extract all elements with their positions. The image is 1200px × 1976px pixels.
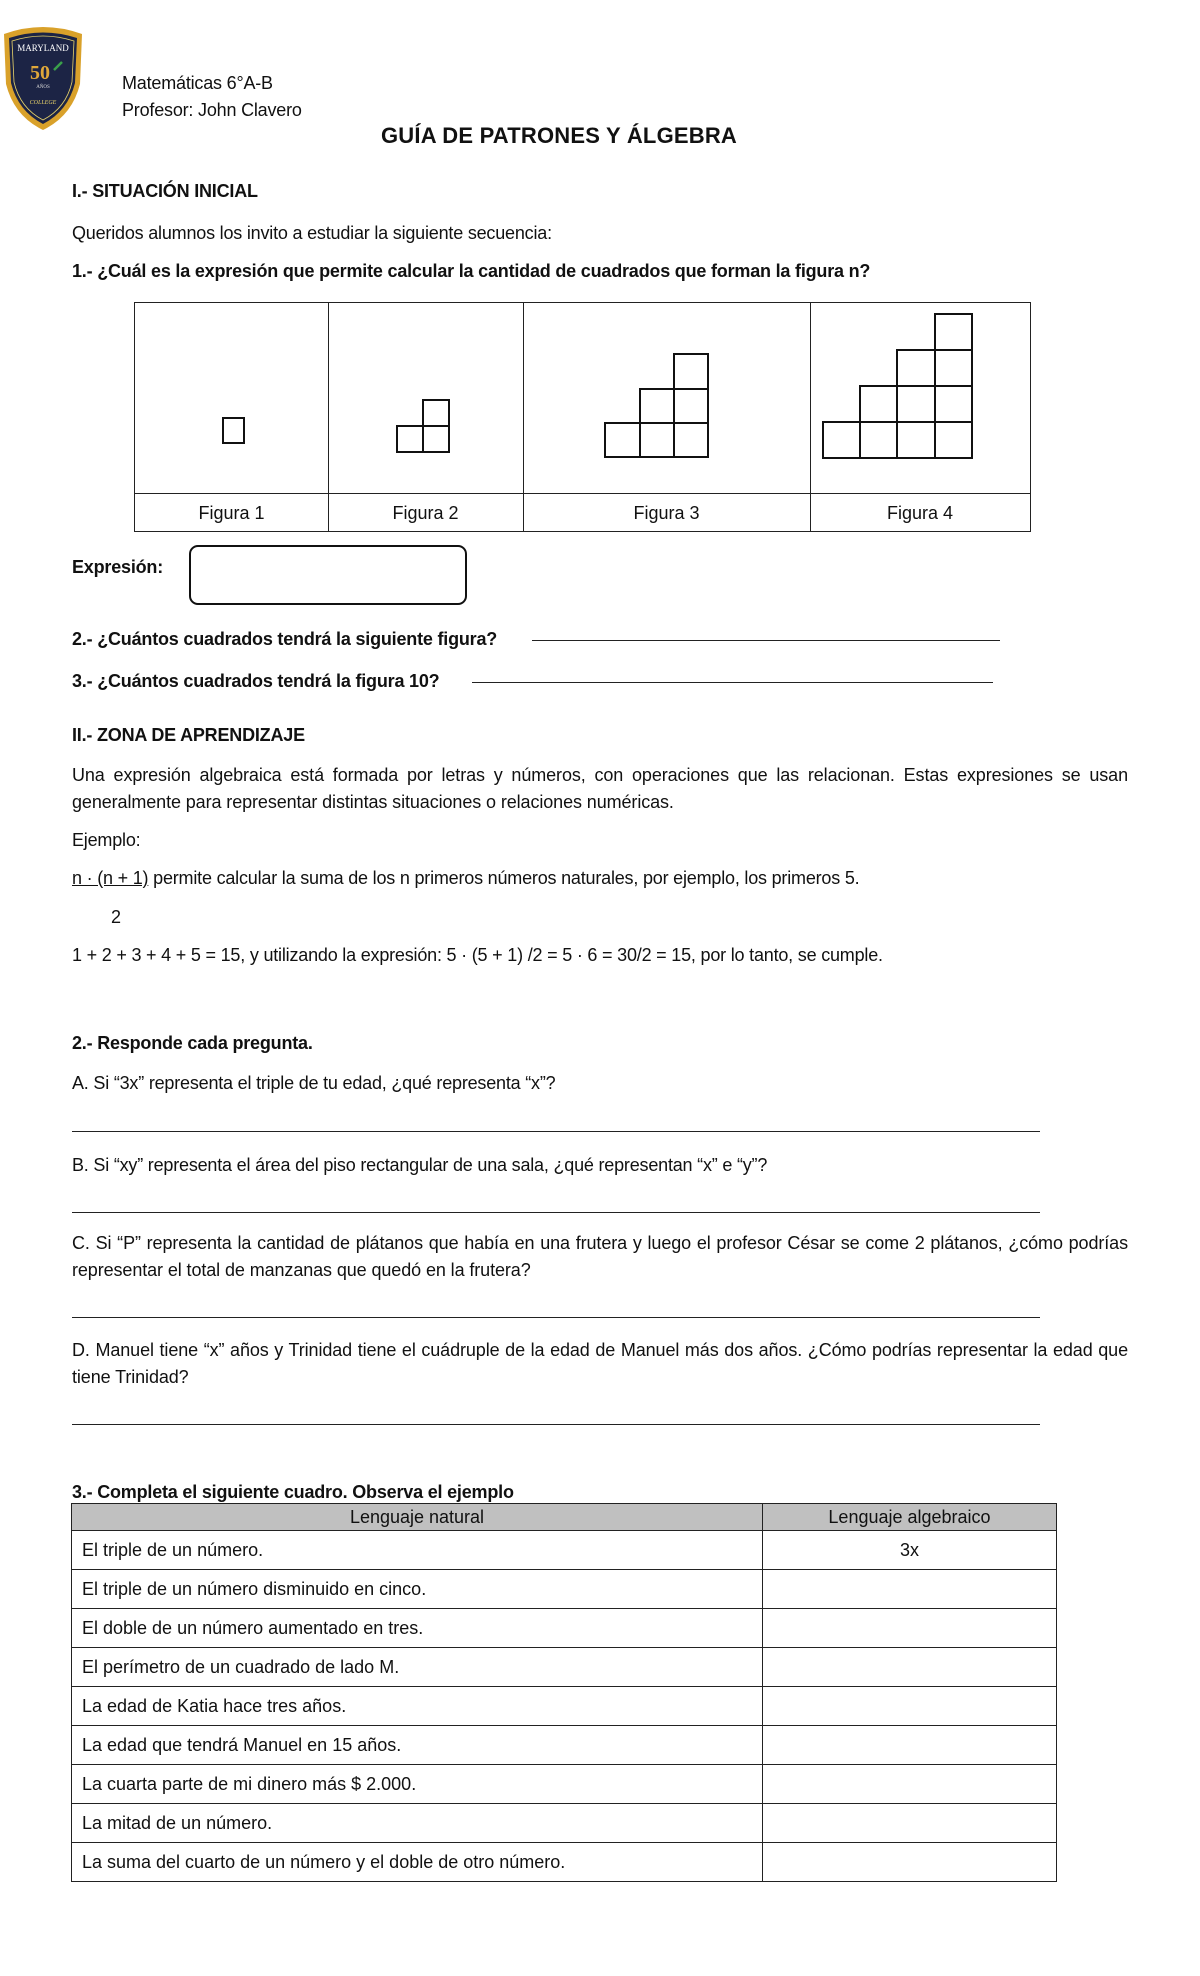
table-header-row bbox=[72, 1504, 1057, 1531]
natural-cell: El triple de un número disminuido en cinco. bbox=[72, 1570, 763, 1609]
page-title: GUÍA DE PATRONES Y ÁLGEBRA bbox=[381, 123, 738, 148]
table-row bbox=[72, 1531, 1057, 1570]
teacher-label: Profesor: John Clavero bbox=[122, 100, 302, 120]
column-header-algebraic: Lenguaje algebraico bbox=[763, 1504, 1057, 1531]
square-icon bbox=[896, 421, 936, 459]
square-icon bbox=[673, 388, 709, 424]
question-2-answer-line[interactable] bbox=[532, 640, 1000, 641]
square-icon bbox=[934, 349, 973, 387]
square-icon bbox=[859, 385, 898, 423]
natural-cell: La edad de Katia hace tres años. bbox=[72, 1687, 763, 1726]
question-a: A. Si “3x” representa el triple de tu edad, ¿qué representa “x”? bbox=[72, 1073, 556, 1093]
column-header-natural: Lenguaje natural bbox=[72, 1504, 763, 1531]
algebraic-cell[interactable] bbox=[763, 1726, 1057, 1765]
natural-cell: La edad que tendrá Manuel en 15 años. bbox=[72, 1726, 763, 1765]
square-icon bbox=[222, 417, 245, 444]
question-1: 1.- ¿Cuál es la expresión que permite calcular la cantidad de cuadrados que forman la figura n? bbox=[72, 261, 871, 281]
question-a-answer-line[interactable] bbox=[72, 1131, 1040, 1132]
square-icon bbox=[422, 399, 450, 427]
algebraic-cell[interactable] bbox=[763, 1804, 1057, 1843]
question-d-answer-line[interactable] bbox=[72, 1424, 1040, 1425]
question-d: D. Manuel tiene “x” años y Trinidad tiene el cuádruple de la edad de Manuel más dos años. ¿Cómo podrías representar la edad que tiene Trinidad? bbox=[72, 1340, 1128, 1387]
table-row bbox=[72, 1609, 1057, 1648]
question-c: C. Si “P” representa la cantidad de plátanos que había en una frutera y luego el profesor César se come 2 plátanos, ¿cómo podrías representar el total de manzanas que quedó en la frutera? bbox=[72, 1233, 1128, 1280]
expression-label: Expresión: bbox=[72, 557, 164, 577]
figure-label-1: Figura 1 bbox=[198, 503, 265, 523]
algebraic-cell[interactable] bbox=[763, 1687, 1057, 1726]
section2-paragraph: Una expresión algebraica está formada por letras y números, con operaciones que las relacionan. Estas expresiones se usan generalmente para representar distintas situaciones o relaciones numéricas. bbox=[72, 765, 1128, 812]
question-b-answer-line[interactable] bbox=[72, 1212, 1040, 1213]
svg-text:50: 50 bbox=[30, 62, 50, 84]
square-icon bbox=[673, 353, 709, 390]
square-icon bbox=[934, 313, 973, 351]
figure-label-2: Figura 2 bbox=[392, 503, 459, 523]
formula-denominator: 2 bbox=[111, 907, 121, 927]
questions-heading: 2.- Responde cada pregunta. bbox=[72, 1033, 313, 1053]
square-icon bbox=[934, 385, 973, 423]
figure-label-4: Figura 4 bbox=[886, 503, 954, 523]
figure-label-3: Figura 3 bbox=[633, 503, 700, 523]
algebraic-cell[interactable] bbox=[763, 1765, 1057, 1804]
algebraic-cell[interactable]: 3x bbox=[763, 1531, 1057, 1570]
natural-cell: El doble de un número aumentado en tres. bbox=[72, 1609, 763, 1648]
table-row bbox=[72, 1843, 1057, 1882]
figure-label-divider bbox=[135, 493, 1030, 494]
square-icon bbox=[604, 422, 641, 458]
section1-intro: Queridos alumnos los invito a estudiar la siguiente secuencia: bbox=[72, 223, 552, 243]
formula-numerator: n · (n + 1) bbox=[72, 868, 149, 888]
algebraic-cell[interactable] bbox=[763, 1570, 1057, 1609]
table-row bbox=[72, 1570, 1057, 1609]
square-icon bbox=[639, 388, 675, 424]
language-table bbox=[71, 1503, 1057, 1882]
square-icon bbox=[422, 425, 450, 453]
table-row bbox=[72, 1687, 1057, 1726]
square-icon bbox=[896, 385, 936, 423]
square-icon bbox=[822, 421, 861, 459]
section2-heading: II.- ZONA DE APRENDIZAJE bbox=[72, 725, 305, 745]
section1-heading: I.- SITUACIÓN INICIAL bbox=[72, 181, 258, 201]
expression-answer-box[interactable] bbox=[189, 545, 467, 605]
question-c-answer-line[interactable] bbox=[72, 1317, 1040, 1318]
square-icon bbox=[934, 421, 973, 459]
formula-verification: 1 + 2 + 3 + 4 + 5 = 15, y utilizando la expresión: 5 · (5 + 1) /2 = 5 · 6 = 30/2 = 15, por lo tanto, se cumple. bbox=[72, 945, 883, 965]
table-heading: 3.- Completa el siguiente cuadro. Observa el ejemplo bbox=[72, 1482, 514, 1502]
svg-text:MARYLAND: MARYLAND bbox=[17, 43, 69, 53]
algebraic-cell[interactable] bbox=[763, 1843, 1057, 1882]
natural-cell: El perímetro de un cuadrado de lado M. bbox=[72, 1648, 763, 1687]
question-b: B. Si “xy” representa el área del piso rectangular de una sala, ¿qué representan “x” e “y”? bbox=[72, 1155, 768, 1175]
table-row bbox=[72, 1648, 1057, 1687]
question-3-answer-line[interactable] bbox=[472, 682, 993, 683]
square-icon bbox=[859, 421, 898, 459]
svg-text:COLLEGE: COLLEGE bbox=[29, 100, 57, 106]
square-icon bbox=[673, 422, 709, 458]
natural-cell: La suma del cuarto de un número y el doble de otro número. bbox=[72, 1843, 763, 1882]
table-row bbox=[72, 1726, 1057, 1765]
square-icon bbox=[639, 422, 675, 458]
algebraic-cell[interactable] bbox=[763, 1609, 1057, 1648]
natural-cell: La mitad de un número. bbox=[72, 1804, 763, 1843]
svg-text:AÑOS: AÑOS bbox=[36, 85, 50, 90]
algebraic-cell[interactable] bbox=[763, 1648, 1057, 1687]
natural-cell: La cuarta parte de mi dinero más $ 2.000. bbox=[72, 1765, 763, 1804]
formula-line bbox=[72, 867, 859, 889]
natural-cell: El triple de un número. bbox=[72, 1531, 763, 1570]
school-logo-icon bbox=[0, 24, 86, 132]
question-2: 2.- ¿Cuántos cuadrados tendrá la siguiente figura? bbox=[72, 629, 498, 649]
formula-text: permite calcular la suma de los n primeros números naturales, por ejemplo, los primeros 5. bbox=[148, 868, 860, 888]
subject-label: Matemáticas 6°A-B bbox=[122, 73, 273, 93]
question-3: 3.- ¿Cuántos cuadrados tendrá la figura 10? bbox=[72, 671, 440, 691]
square-icon bbox=[896, 349, 936, 387]
table-row bbox=[72, 1765, 1057, 1804]
example-label: Ejemplo: bbox=[72, 830, 141, 850]
square-icon bbox=[396, 425, 424, 453]
table-row bbox=[72, 1804, 1057, 1843]
